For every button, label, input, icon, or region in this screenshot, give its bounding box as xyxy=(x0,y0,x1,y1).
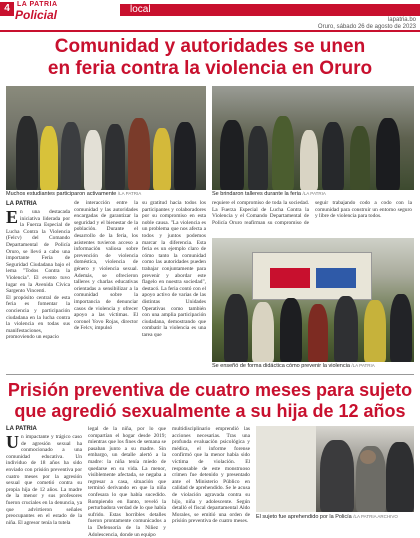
article2-photo-arrest xyxy=(256,426,414,512)
article2-column-2: legal de la niña, por lo que compartían el hogar desde 2019; mientras que los fines de semana se pasaban junto a su madre. Sin embargo, un detalle alertó a la madre: la niña tenía miedo de quedarse en su vida. La menor, visiblemente afectada, se negaba a regresar a casa, situación que terminó derivando en que la niña confesara lo que había sucedido. Rompiendo en llanto, reveló la perturbadora verdad de lo que había sufrido. Estas horribles detalles fueron prontamente comunicados a la Defensoría de la Niñez y Adolescencia, donde un equipo xyxy=(88,426,166,538)
article1-column-2: de interacción entre la comunidad y las autoridades encargadas de garantizar la seguridad y el bienestar de la población. Durante el desarrollo de la feria, los asistentes tuvieron acceso a información valiosa sobre prevención de violencia doméstica, violencia de género y violencia sexual. Además, se ofrecieron talleres y charlas educativas orientadas a sensibilizar a la comunidad sobre la importancia de denunciar casos de violencia y ofrecer apoyo a las víctimas. El coronel Yovo Rojas, director de Felcv, impulsó xyxy=(74,200,138,332)
article1-photo-students-caption: Muchos estudiantes participaron activamente /LA PATRIA xyxy=(6,191,142,197)
article2-kicker: LA PATRIA xyxy=(6,426,37,432)
header-divider xyxy=(0,30,420,32)
newspaper-brand: LA PATRIA xyxy=(17,1,58,8)
article1-column-1: En una destacada iniciativa liderada por la Fuerza Especial de Lucha Contra la Violencia (Felcv) del Comando Departamental de Policía Oruro, se llevó a cabo una importante Feria de Seguridad Ciudadana bajo el lema "Todos Contra la Violencia". El evento tuvo lugar en la Avenida Cívica Sargento Vincenti. El propósito central de esta feria es fomentar la conciencia y participación ciudadana en la lucha contra la violencia en todas sus manifestaciones, promoviendo un espacio xyxy=(6,207,70,341)
header-dateline: Oruro, sábado 26 de agosto de 2023 xyxy=(317,24,416,30)
article1-column-3: su gratitud hacia todos los participantes y colaboradores por su compromiso en esta noble causa. "La violencia es un problema que nos afecta a todos y juntos podemos marcar la diferencia. Esta feria es un ejemplo claro de cómo tanto la comunidad como las autoridades pueden trabajar conjuntamente para prevenir y abordar este flagelo en nuestra sociedad", destacó. La feria contó con el apoyo activo de varias de las distintas Unidades Operativas como también con una amplia participación ciudadana, demostrando que combatir la violencia es una tarea que xyxy=(142,200,206,338)
article1-dropcap: E xyxy=(6,207,19,227)
page-header xyxy=(0,0,420,30)
article2-headline-line2: que agredió sexualmente a su hija de 12 años xyxy=(14,401,406,421)
article1-photo-workshops-caption: Se brindaron talleres durante la feria /LA PATRIA xyxy=(212,191,326,197)
article1-headline xyxy=(6,36,414,80)
article2-dropcap: U xyxy=(6,432,19,452)
article-separator xyxy=(6,374,414,375)
article2-photo-arrest-caption: El sujeto fue aprehendido por la Policía /LA PATRIA ARCHIVO xyxy=(256,514,398,520)
article1-photo-didactic xyxy=(212,238,414,362)
article2-headline xyxy=(6,380,414,422)
article1-headline-line2: en feria contra la violencia en Oruro xyxy=(47,58,373,79)
article1-column-4: requiere el compromiso de toda la sociedad. La Fuerza Especial de Lucha Contra la Violencia y el Comando Departamental de Policía Oruro reafirman su compromiso de seguir trabajando codo a codo con la comunidad para construir un entorno seguro y libre de violencia para todos. xyxy=(212,200,412,226)
article2-headline-line1: Prisión preventiva de cuatro meses para sujeto xyxy=(7,380,413,400)
header-date xyxy=(318,17,416,31)
article1-photo-workshops xyxy=(212,86,414,190)
article1-photo-didactic-caption: Se enseñó de forma didáctica cómo prevenir la violencia /LA PATRIA xyxy=(212,363,375,369)
article2-column-1: Un impactante y trágico caso de agresión sexual ha conmocionado a una comunidad educativa. Un individuo de 18 años ha sido enviado con prisión preventiva por cuatro meses por la agresión sexual que cometió contra su propia hija de 12 años. La madre de la menor y sus profesores fueron cruciales en la denuncia, ya que advirtieron señales preocupantes en el estado de la niña. El agresor tenía la tutela xyxy=(6,432,82,526)
article1-photo-students xyxy=(6,86,206,190)
local-label: local xyxy=(130,4,151,15)
header-site: lapatria.bo xyxy=(387,17,416,23)
local-bar xyxy=(120,4,420,16)
article1-kicker: LA PATRIA xyxy=(6,201,37,207)
page-number: 4 xyxy=(0,2,14,16)
section-name: Policial xyxy=(15,8,58,22)
article2-column-3: multidisciplinario emprendió las acciones necesarias. Tras una profunda evaluación psicológica y médica, el informe forense confirmó que la menor había sido víctima de violación. El responsable de este monstruoso crimen fue detenido y presentado ante el Ministerio Público en calidad de aprehendido. Se le acusa de violación agravada contra su hijo, niña y adolescente. Según detalló el fiscal departamental Aldo Morales, se emitió una orden de prisión preventiva de cuatro meses. xyxy=(172,426,250,525)
article1-headline-line1: Comunidad y autoridades se unen xyxy=(54,36,366,57)
